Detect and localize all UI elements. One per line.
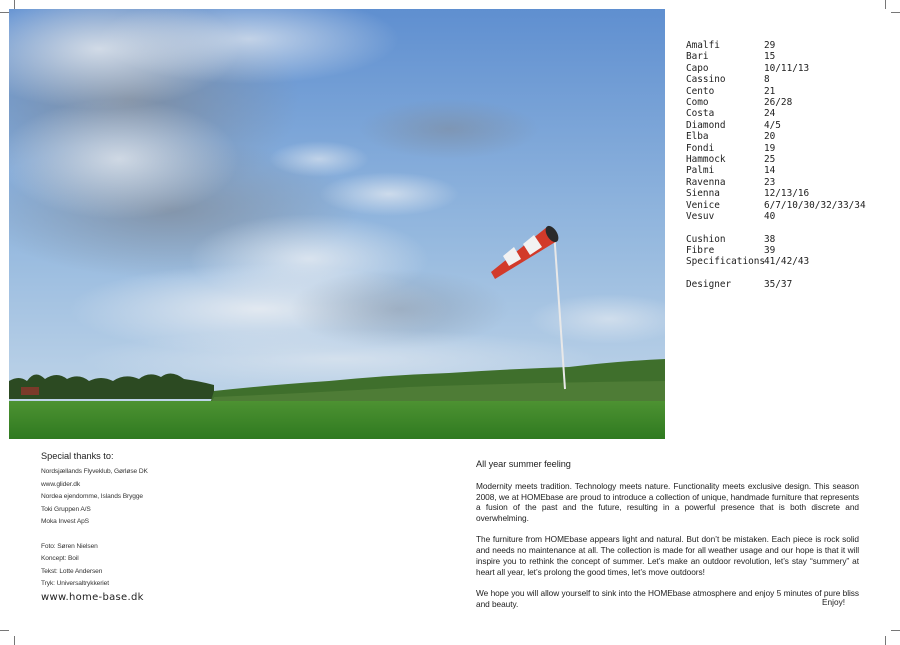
intro-paragraph: Modernity meets tradition. Technology meets nature. Functionality meets exclusive design. This season 2008, we at HOMEbase are proud to introduce a collection of unique, handmade furniture that represents a fusion of the past and the future, resulting in a powerful presence that is both discrete and overwhelming. xyxy=(476,480,859,524)
index-pages: 23 xyxy=(764,176,776,188)
index-name: Costa xyxy=(686,108,715,120)
index-pages: 25 xyxy=(764,154,776,166)
index-pages: 20 xyxy=(764,131,776,143)
index-row-fondi xyxy=(686,143,886,154)
index-pages: 15 xyxy=(764,51,776,63)
sponsor-line: Moka Invest ApS xyxy=(41,518,89,525)
index-row-sienna xyxy=(686,188,886,199)
index-spacer xyxy=(686,223,886,234)
index-pages: 24 xyxy=(764,108,776,120)
index-pages: 38 xyxy=(764,233,776,245)
index-name: Designer xyxy=(686,278,732,290)
index-pages: 6/7/10/30/32/33/34 xyxy=(764,199,866,211)
crop-mark-top-right xyxy=(891,12,900,13)
index-name: Fibre xyxy=(686,244,715,256)
intro-paragraph: The furniture from HOMEbase appears light and natural. But don’t be mistaken. Each piece is rock solid and needs no maintenance at all. The collection is made for all weather usage and our hope is that it will inspire you to rethink the concept of summer. Let’s make an outdoor revolution, let’s stay “summery” at heart all year, let’s prolong the good times, let’s move outdoors! xyxy=(476,534,859,577)
credit-line: Tekst: Lotte Andersen xyxy=(41,567,103,575)
credit-line: Foto: Søren Nielsen xyxy=(41,542,98,550)
index-name: Cushion xyxy=(686,233,726,245)
index-row-capo xyxy=(686,63,886,74)
index-name: Palmi xyxy=(686,165,715,177)
sponsor-line: www.glider.dk xyxy=(41,480,81,488)
index-name: Hammock xyxy=(686,154,726,166)
intro-paragraph: We hope you will allow yourself to sink into the HOMEbase atmosphere and enjoy 5 minutes of pure bliss and beauty. xyxy=(476,588,859,609)
windsock-photo xyxy=(9,9,665,439)
intro-title: All year summer feeling xyxy=(476,459,571,469)
signoff-text: Enjoy! xyxy=(822,597,846,607)
index-pages: 14 xyxy=(764,165,776,177)
index-row-cassino xyxy=(686,74,886,85)
index-row-fibre xyxy=(686,245,886,256)
index-name: Specifications xyxy=(686,256,766,268)
credit-line: Koncept: Boil xyxy=(41,555,79,562)
index-pages: 10/11/13 xyxy=(764,62,810,74)
index-row-bari xyxy=(686,51,886,62)
index-pages: 8 xyxy=(764,74,770,86)
index-row-cushion xyxy=(686,234,886,245)
thanks-spacer xyxy=(41,529,271,541)
index-spacer xyxy=(686,268,886,279)
index-pages: 21 xyxy=(764,85,776,97)
index-row-como xyxy=(686,97,886,108)
index-row-ravenna xyxy=(686,177,886,188)
index-name: Sienna xyxy=(686,188,720,200)
index-pages: 12/13/16 xyxy=(764,188,810,200)
crop-mark-top-right xyxy=(885,0,886,9)
index-name: Como xyxy=(686,97,709,109)
website-link[interactable]: www.home-base.dk xyxy=(41,592,144,603)
sponsor-line: Nordsjællands Flyveklub, Gørløse DK xyxy=(41,468,148,475)
index-name: Vesuv xyxy=(686,211,715,223)
index-pages: 40 xyxy=(764,211,776,223)
index-name: Diamond xyxy=(686,119,726,131)
index-name: Cento xyxy=(686,85,715,97)
index-pages: 29 xyxy=(764,40,776,51)
index-row-elba xyxy=(686,131,886,142)
crop-mark-top-left xyxy=(0,12,9,13)
index-pages: 35/37 xyxy=(764,278,793,290)
index-row-amalfi xyxy=(686,40,886,51)
index-name: Fondi xyxy=(686,142,715,154)
sponsor-line: Nordea ejendomme, Islands Brygge xyxy=(41,493,143,500)
index-pages: 19 xyxy=(764,142,776,154)
thanks-section xyxy=(41,451,271,603)
index-name: Amalfi xyxy=(686,40,720,51)
index-name: Bari xyxy=(686,51,709,63)
index-row-venice xyxy=(686,200,886,211)
index-row-cento xyxy=(686,86,886,97)
index-row-costa xyxy=(686,108,886,119)
thanks-heading: Special thanks to: xyxy=(41,451,114,461)
crop-mark-top-left xyxy=(14,0,15,9)
windsock-photo-illustration xyxy=(9,9,665,439)
index-pages: 26/28 xyxy=(764,97,793,109)
crop-mark-bottom-right xyxy=(885,636,886,645)
index-row-diamond xyxy=(686,120,886,131)
index-row-designer xyxy=(686,279,886,290)
index-pages: 4/5 xyxy=(764,119,781,131)
index-name: Cassino xyxy=(686,74,726,86)
crop-mark-bottom-right xyxy=(891,630,900,631)
crop-mark-bottom-left xyxy=(14,636,15,645)
index-pages: 39 xyxy=(764,244,776,256)
crop-mark-bottom-left xyxy=(0,630,9,631)
product-index xyxy=(686,40,886,290)
index-row-hammock xyxy=(686,154,886,165)
index-row-vesuv xyxy=(686,211,886,222)
index-name: Elba xyxy=(686,131,709,143)
intro-text xyxy=(476,459,859,620)
index-pages: 41/42/43 xyxy=(764,256,810,268)
credit-line: Tryk: Universaltrykkeriet xyxy=(41,580,109,587)
index-name: Capo xyxy=(686,62,709,74)
sponsor-line: Toki Gruppen A/S xyxy=(41,505,91,513)
index-row-specifications xyxy=(686,256,886,267)
index-name: Ravenna xyxy=(686,176,726,188)
index-row-palmi xyxy=(686,165,886,176)
index-name: Venice xyxy=(686,199,720,211)
